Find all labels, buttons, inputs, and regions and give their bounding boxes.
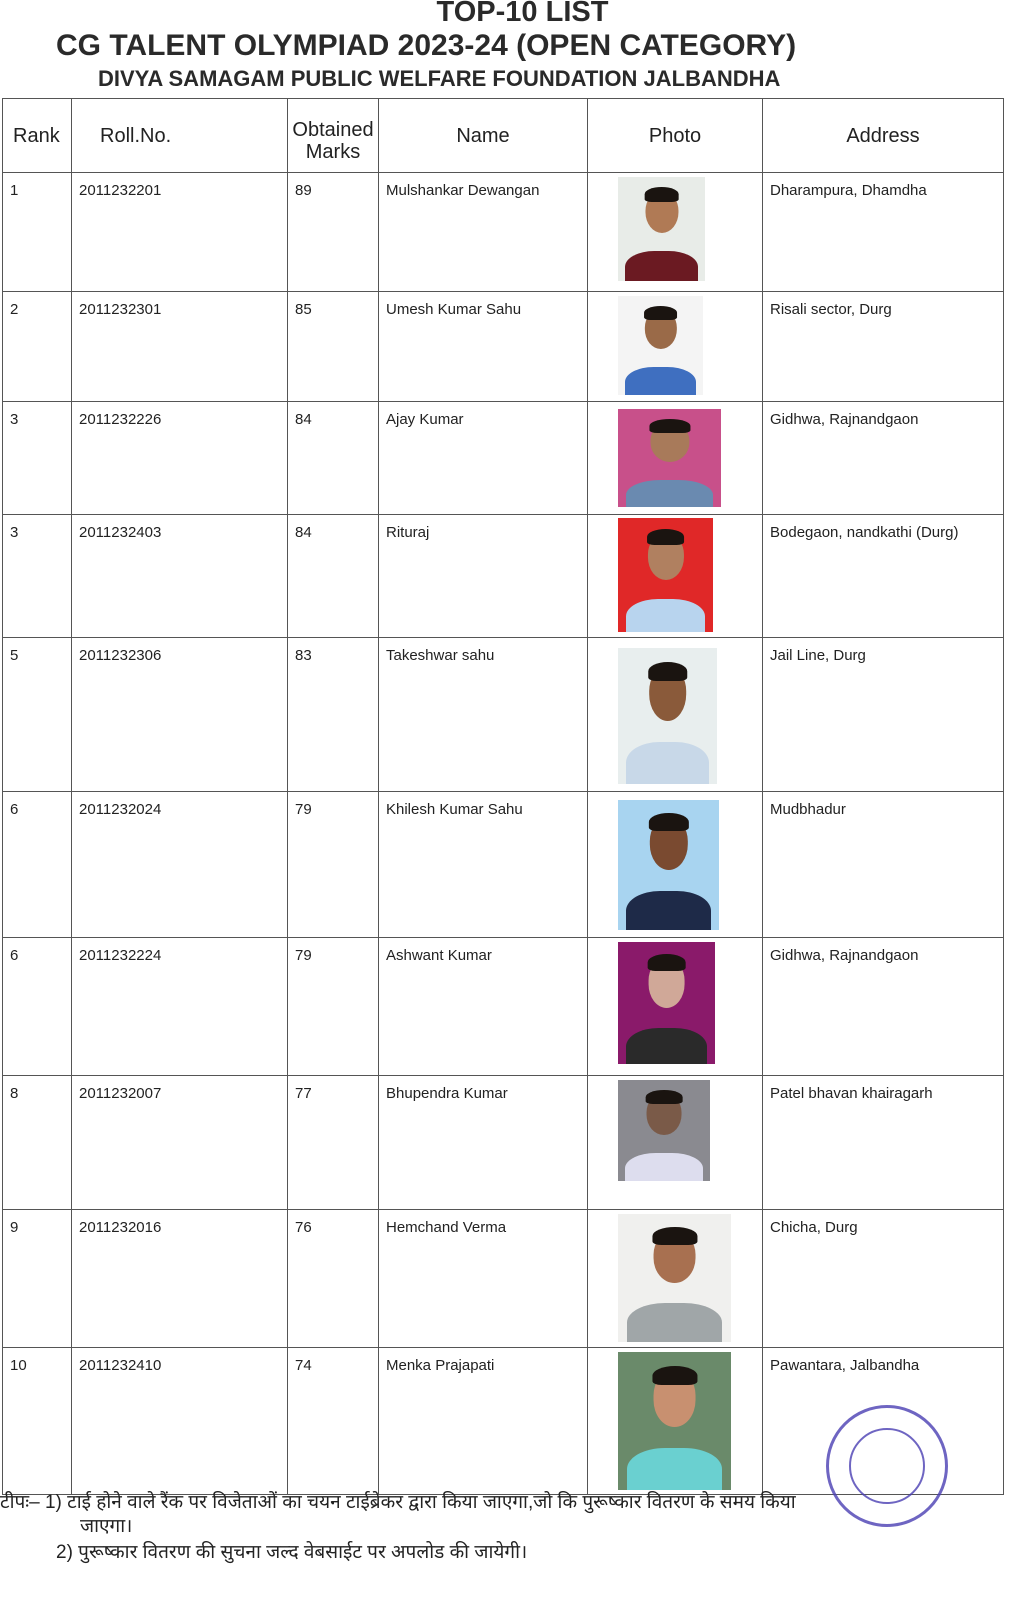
rank: 3 — [10, 524, 19, 541]
rank: 2 — [10, 301, 19, 318]
address: Gidhwa, Rajnandgaon — [770, 947, 919, 964]
photo-cell — [588, 792, 763, 938]
address: Gidhwa, Rajnandgaon — [770, 411, 919, 428]
rank-cell — [3, 292, 72, 402]
student-name-cell — [379, 292, 588, 402]
student-name: Khilesh Kumar Sahu — [386, 801, 523, 818]
obtained-marks-cell — [288, 938, 379, 1076]
roll-number-cell — [72, 402, 288, 515]
obtained-marks-cell — [288, 402, 379, 515]
rank-cell — [3, 792, 72, 938]
address: Risali sector, Durg — [770, 301, 892, 318]
student-photo — [618, 1352, 731, 1490]
obtained-marks: 76 — [295, 1219, 312, 1236]
student-name: Bhupendra Kumar — [386, 1085, 508, 1102]
roll-number-cell — [72, 515, 288, 638]
student-name: Ashwant Kumar — [386, 947, 492, 964]
rank-cell — [3, 638, 72, 792]
student-name-cell — [379, 792, 588, 938]
results-table — [2, 98, 1004, 1495]
roll-number-cell — [72, 1210, 288, 1348]
photo-cell — [588, 1076, 763, 1210]
address: Bodegaon, nandkathi (Durg) — [770, 524, 959, 541]
roll-number: 2011232024 — [79, 801, 162, 818]
address-cell — [763, 402, 1004, 515]
address: Pawantara, Jalbandha — [770, 1357, 920, 1374]
roll-number-cell — [72, 1348, 288, 1495]
note-2: 2) पुरूष्कार वितरण की सुचना जल्द वेबसाईट पर अपलोड की जायेगी। — [56, 1542, 528, 1563]
student-name: Rituraj — [386, 524, 430, 541]
column-header-rank: Rank — [3, 99, 72, 173]
roll-number: 2011232224 — [79, 947, 162, 964]
event-title: CG TALENT OLYMPIAD 2023-24 (OPEN CATEGORY) — [56, 29, 797, 62]
photo-cell — [588, 938, 763, 1076]
rank-cell — [3, 1210, 72, 1348]
photo-cell — [588, 1210, 763, 1348]
rank: 8 — [10, 1085, 19, 1102]
address: Dharampura, Dhamdha — [770, 182, 927, 199]
column-header-name: Name — [379, 99, 588, 173]
obtained-marks: 74 — [295, 1357, 312, 1374]
obtained-marks: 84 — [295, 524, 312, 541]
foundation-stamp — [826, 1405, 948, 1527]
student-name: Menka Prajapati — [386, 1357, 495, 1374]
column-header-address: Address — [763, 99, 1004, 173]
obtained-marks-cell — [288, 515, 379, 638]
photo-cell — [588, 173, 763, 292]
student-photo — [618, 1214, 731, 1342]
student-photo — [618, 177, 705, 281]
roll-number-cell — [72, 173, 288, 292]
table-row — [3, 292, 1004, 402]
roll-number-cell — [72, 638, 288, 792]
photo-cell — [588, 638, 763, 792]
obtained-marks: 84 — [295, 411, 312, 428]
roll-number: 2011232007 — [79, 1085, 162, 1102]
student-name-cell — [379, 938, 588, 1076]
student-name: Ajay Kumar — [386, 411, 464, 428]
roll-number-cell — [72, 1076, 288, 1210]
obtained-marks-cell — [288, 292, 379, 402]
student-name-cell — [379, 402, 588, 515]
address-cell — [763, 1076, 1004, 1210]
rank: 5 — [10, 647, 19, 664]
student-name: Hemchand Verma — [386, 1219, 507, 1236]
rank: 9 — [10, 1219, 19, 1236]
rank: 6 — [10, 801, 19, 818]
table-row — [3, 173, 1004, 292]
note-1-continued: जाएगा। — [80, 1516, 133, 1537]
student-name-cell — [379, 1348, 588, 1495]
student-photo — [618, 800, 719, 930]
organization-name: DIVYA SAMAGAM PUBLIC WELFARE FOUNDATION JALBANDHA — [98, 66, 781, 91]
table-header-row — [3, 99, 1004, 173]
table-row — [3, 402, 1004, 515]
address: Mudbhadur — [770, 801, 846, 818]
address-cell — [763, 638, 1004, 792]
student-name-cell — [379, 173, 588, 292]
table-row — [3, 515, 1004, 638]
student-name: Takeshwar sahu — [386, 647, 495, 664]
photo-cell — [588, 1348, 763, 1495]
student-photo — [618, 518, 713, 632]
rank: 3 — [10, 411, 19, 428]
rank: 10 — [10, 1357, 27, 1374]
address-cell — [763, 1210, 1004, 1348]
obtained-marks: 77 — [295, 1085, 312, 1102]
obtained-marks: 79 — [295, 801, 312, 818]
rank-cell — [3, 515, 72, 638]
obtained-marks: 89 — [295, 182, 312, 199]
student-photo — [618, 1080, 710, 1181]
roll-number: 2011232403 — [79, 524, 162, 541]
table-row — [3, 1076, 1004, 1210]
column-header-photo: Photo — [588, 99, 763, 173]
address: Jail Line, Durg — [770, 647, 866, 664]
address-cell — [763, 173, 1004, 292]
photo-cell — [588, 292, 763, 402]
roll-number-cell — [72, 792, 288, 938]
student-photo — [618, 409, 721, 507]
student-name: Umesh Kumar Sahu — [386, 301, 522, 318]
obtained-marks-cell — [288, 1210, 379, 1348]
list-title: TOP-10 LIST — [436, 0, 609, 28]
student-photo — [618, 296, 703, 395]
rank-cell — [3, 1348, 72, 1495]
rank: 1 — [10, 182, 19, 199]
table-row — [3, 938, 1004, 1076]
student-name-cell — [379, 1210, 588, 1348]
table-row — [3, 792, 1004, 938]
student-photo — [618, 942, 715, 1064]
obtained-marks: 85 — [295, 301, 312, 318]
photo-cell — [588, 402, 763, 515]
obtained-marks-cell — [288, 638, 379, 792]
obtained-marks-cell — [288, 1348, 379, 1495]
roll-number: 2011232226 — [79, 411, 162, 428]
photo-cell — [588, 515, 763, 638]
address: Patel bhavan khairagarh — [770, 1085, 933, 1102]
roll-number: 2011232016 — [79, 1219, 162, 1236]
roll-number: 2011232301 — [79, 301, 162, 318]
obtained-marks: 79 — [295, 947, 312, 964]
rank-cell — [3, 402, 72, 515]
rank-cell — [3, 173, 72, 292]
obtained-marks-cell — [288, 173, 379, 292]
address-cell — [763, 792, 1004, 938]
column-header-roll: Roll.No. — [72, 99, 288, 173]
roll-number: 2011232410 — [79, 1357, 162, 1374]
table-row — [3, 1210, 1004, 1348]
obtained-marks: 83 — [295, 647, 312, 664]
roll-number-cell — [72, 292, 288, 402]
column-header-marks: Obtained Marks — [288, 99, 379, 173]
address-cell — [763, 938, 1004, 1076]
obtained-marks-cell — [288, 792, 379, 938]
student-name-cell — [379, 638, 588, 792]
address: Chicha, Durg — [770, 1219, 858, 1236]
roll-number: 2011232306 — [79, 647, 162, 664]
student-name: Mulshankar Dewangan — [386, 182, 540, 199]
roll-number-cell — [72, 938, 288, 1076]
rank: 6 — [10, 947, 19, 964]
address-cell — [763, 515, 1004, 638]
address-cell — [763, 292, 1004, 402]
roll-number: 2011232201 — [79, 182, 162, 199]
student-photo — [618, 648, 717, 784]
student-name-cell — [379, 515, 588, 638]
obtained-marks-cell — [288, 1076, 379, 1210]
rank-cell — [3, 1076, 72, 1210]
student-name-cell — [379, 1076, 588, 1210]
table-row — [3, 638, 1004, 792]
rank-cell — [3, 938, 72, 1076]
note-1: टीपः– 1) टाई होने वाले रैंक पर विजेताओं का चयन टाईब्रेकर द्वारा किया जाएगा,जो कि पुरूष्कार वितरण के समय किया — [0, 1492, 796, 1513]
